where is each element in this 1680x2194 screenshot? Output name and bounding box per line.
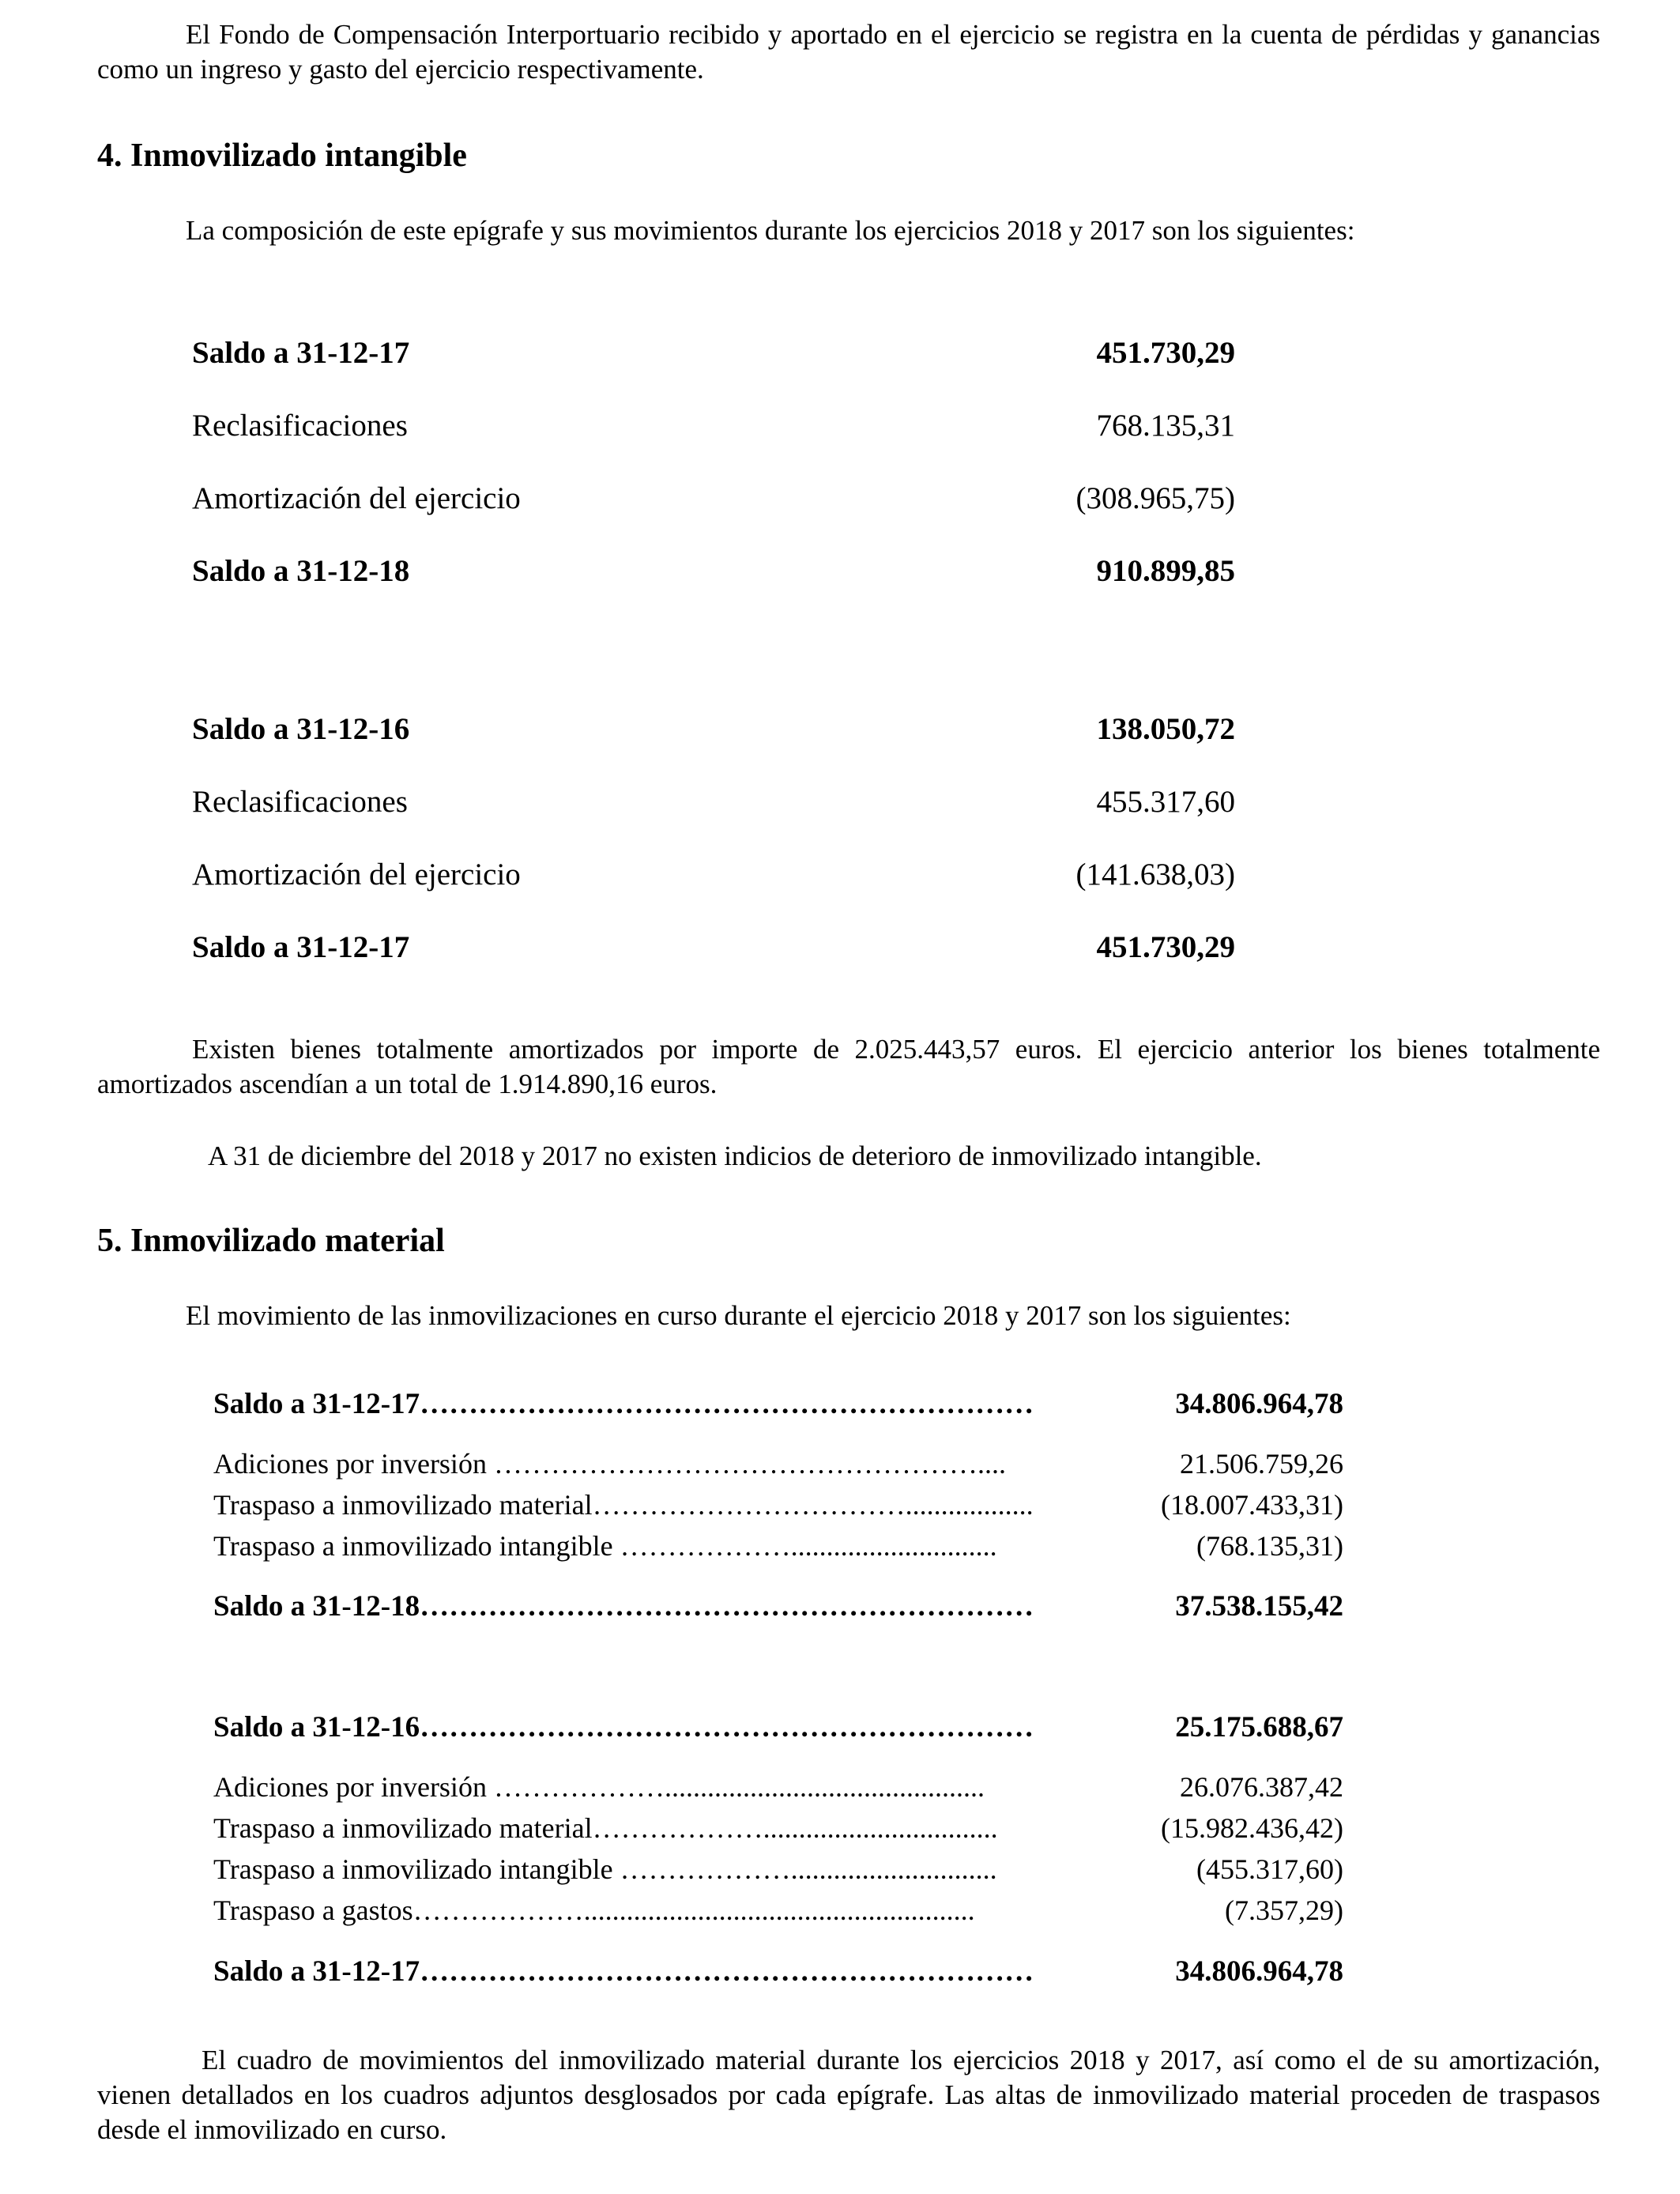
- section-4-note-deterioro: A 31 de diciembre del 2018 y 2017 no existen indicios de deterioro de inmovilizado intangible.: [208, 1140, 1262, 1171]
- row-value: (141.638,03): [1075, 858, 1235, 892]
- material-2017-row-traspaso-gastos: [213, 1891, 1343, 1930]
- intangible-2018-row-reclasificaciones: [192, 408, 1235, 481]
- intangible-2017-row-amortizacion: [192, 857, 1235, 929]
- row-label: Traspaso a inmovilizado material……………….................................: [213, 1812, 998, 1844]
- row-label: Traspaso a inmovilizado material……………………………..................: [213, 1489, 1034, 1521]
- row-label: Saldo a 31-12-17………………………………………………………: [213, 1388, 1034, 1420]
- row-label: Traspaso a gastos……………….......................................................: [213, 1894, 975, 1926]
- row-label: Reclasificaciones: [192, 785, 408, 819]
- material-2017-row-traspaso-material: [213, 1808, 1343, 1848]
- intangible-table-2018: [192, 335, 1235, 626]
- row-value: 451.730,29: [1096, 930, 1235, 964]
- material-2018-row-closing: [213, 1587, 1343, 1627]
- row-label: Amortización del ejercicio: [192, 481, 521, 515]
- row-label: Saldo a 31-12-17………………………………………………………: [213, 1955, 1034, 1988]
- row-label: Saldo a 31-12-18………………………………………………………: [213, 1590, 1034, 1623]
- row-value: 138.050,72: [1096, 712, 1235, 746]
- row-value: 37.538.155,42: [1175, 1590, 1343, 1623]
- intro-paragraph: El Fondo de Compensación Interportuario recibido y aportado en el ejercicio se registra en la cuenta de pérdidas y ganancias como un ingreso y gasto del ejercicio respectivamente.: [97, 19, 1600, 85]
- material-2017-row-opening: [213, 1708, 1343, 1747]
- row-label: Saldo a 31-12-17: [192, 336, 410, 370]
- row-label: Saldo a 31-12-16………………………………………………………: [213, 1711, 1034, 1744]
- row-label: Adiciones por inversión ……………………………………………....: [213, 1448, 1006, 1480]
- row-value: 910.899,85: [1096, 554, 1235, 588]
- row-value: 25.175.688,67: [1175, 1711, 1343, 1744]
- row-value: 768.135,31: [1096, 409, 1235, 443]
- row-value: (455.317,60): [1196, 1853, 1343, 1885]
- intangible-2018-row-amortizacion: [192, 481, 1235, 553]
- section-4-intro: La composición de este epígrafe y sus movimientos durante los ejercicios 2018 y 2017 son los siguientes:: [186, 215, 1355, 246]
- section-5-heading: 5. Inmovilizado material: [97, 1223, 445, 1259]
- section-5-closing-paragraph: El cuadro de movimientos del inmovilizado material durante los ejercicios 2018 y 2017, así como el de su amortización, vienen detallados en los cuadros adjuntos desglosados por cada epígrafe. Las altas de inmovilizado material proceden de traspasos desde el inmovilizado en curso.: [97, 2045, 1600, 2145]
- intangible-2018-row-closing: [192, 553, 1235, 626]
- material-2017-row-closing: [213, 1952, 1343, 1992]
- row-value: (308.965,75): [1075, 481, 1235, 515]
- row-value: (15.982.436,42): [1161, 1812, 1343, 1844]
- intangible-2017-row-closing: [192, 929, 1235, 1002]
- row-value: (7.357,29): [1225, 1894, 1343, 1926]
- row-value: 451.730,29: [1096, 336, 1235, 370]
- row-value: (18.007.433,31): [1161, 1489, 1343, 1521]
- material-2018-row-traspaso-material: [213, 1485, 1343, 1525]
- row-label: Saldo a 31-12-18: [192, 554, 410, 588]
- row-value: 34.806.964,78: [1175, 1955, 1343, 1988]
- row-label: Amortización del ejercicio: [192, 858, 521, 892]
- section-4-heading: 4. Inmovilizado intangible: [97, 138, 467, 174]
- material-2017-row-adiciones: [213, 1767, 1343, 1807]
- material-2018-row-opening: [213, 1385, 1343, 1424]
- row-value: 34.806.964,78: [1175, 1388, 1343, 1420]
- row-value: 21.506.759,26: [1180, 1448, 1343, 1480]
- row-value: 455.317,60: [1096, 785, 1235, 819]
- row-label: Saldo a 31-12-16: [192, 712, 410, 746]
- row-label: Traspaso a inmovilizado intangible ……………….............................: [213, 1853, 997, 1885]
- row-label: Reclasificaciones: [192, 409, 408, 443]
- intangible-table-2017: [192, 711, 1235, 1002]
- intangible-2017-row-opening: [192, 711, 1235, 784]
- section-4-note-amortizados: Existen bienes totalmente amortizados por importe de 2.025.443,57 euros. El ejercicio anterior los bienes totalmente amortizados ascendían a un total de 1.914.890,16 euros.: [97, 1034, 1600, 1099]
- material-2017-row-traspaso-intangible: [213, 1849, 1343, 1889]
- row-label: Adiciones por inversión ……………….............................................: [213, 1771, 985, 1803]
- material-2018-row-adiciones: [213, 1444, 1343, 1483]
- intangible-2017-row-reclasificaciones: [192, 784, 1235, 857]
- section-5-intro: El movimiento de las inmovilizaciones en curso durante el ejercicio 2018 y 2017 son los siguientes:: [186, 1300, 1291, 1331]
- material-2018-row-traspaso-intangible: [213, 1526, 1343, 1566]
- row-value: 26.076.387,42: [1180, 1771, 1343, 1803]
- intangible-2018-row-opening: [192, 335, 1235, 408]
- row-label: Saldo a 31-12-17: [192, 930, 410, 964]
- row-label: Traspaso a inmovilizado intangible ……………….............................: [213, 1530, 997, 1562]
- row-value: (768.135,31): [1196, 1530, 1343, 1562]
